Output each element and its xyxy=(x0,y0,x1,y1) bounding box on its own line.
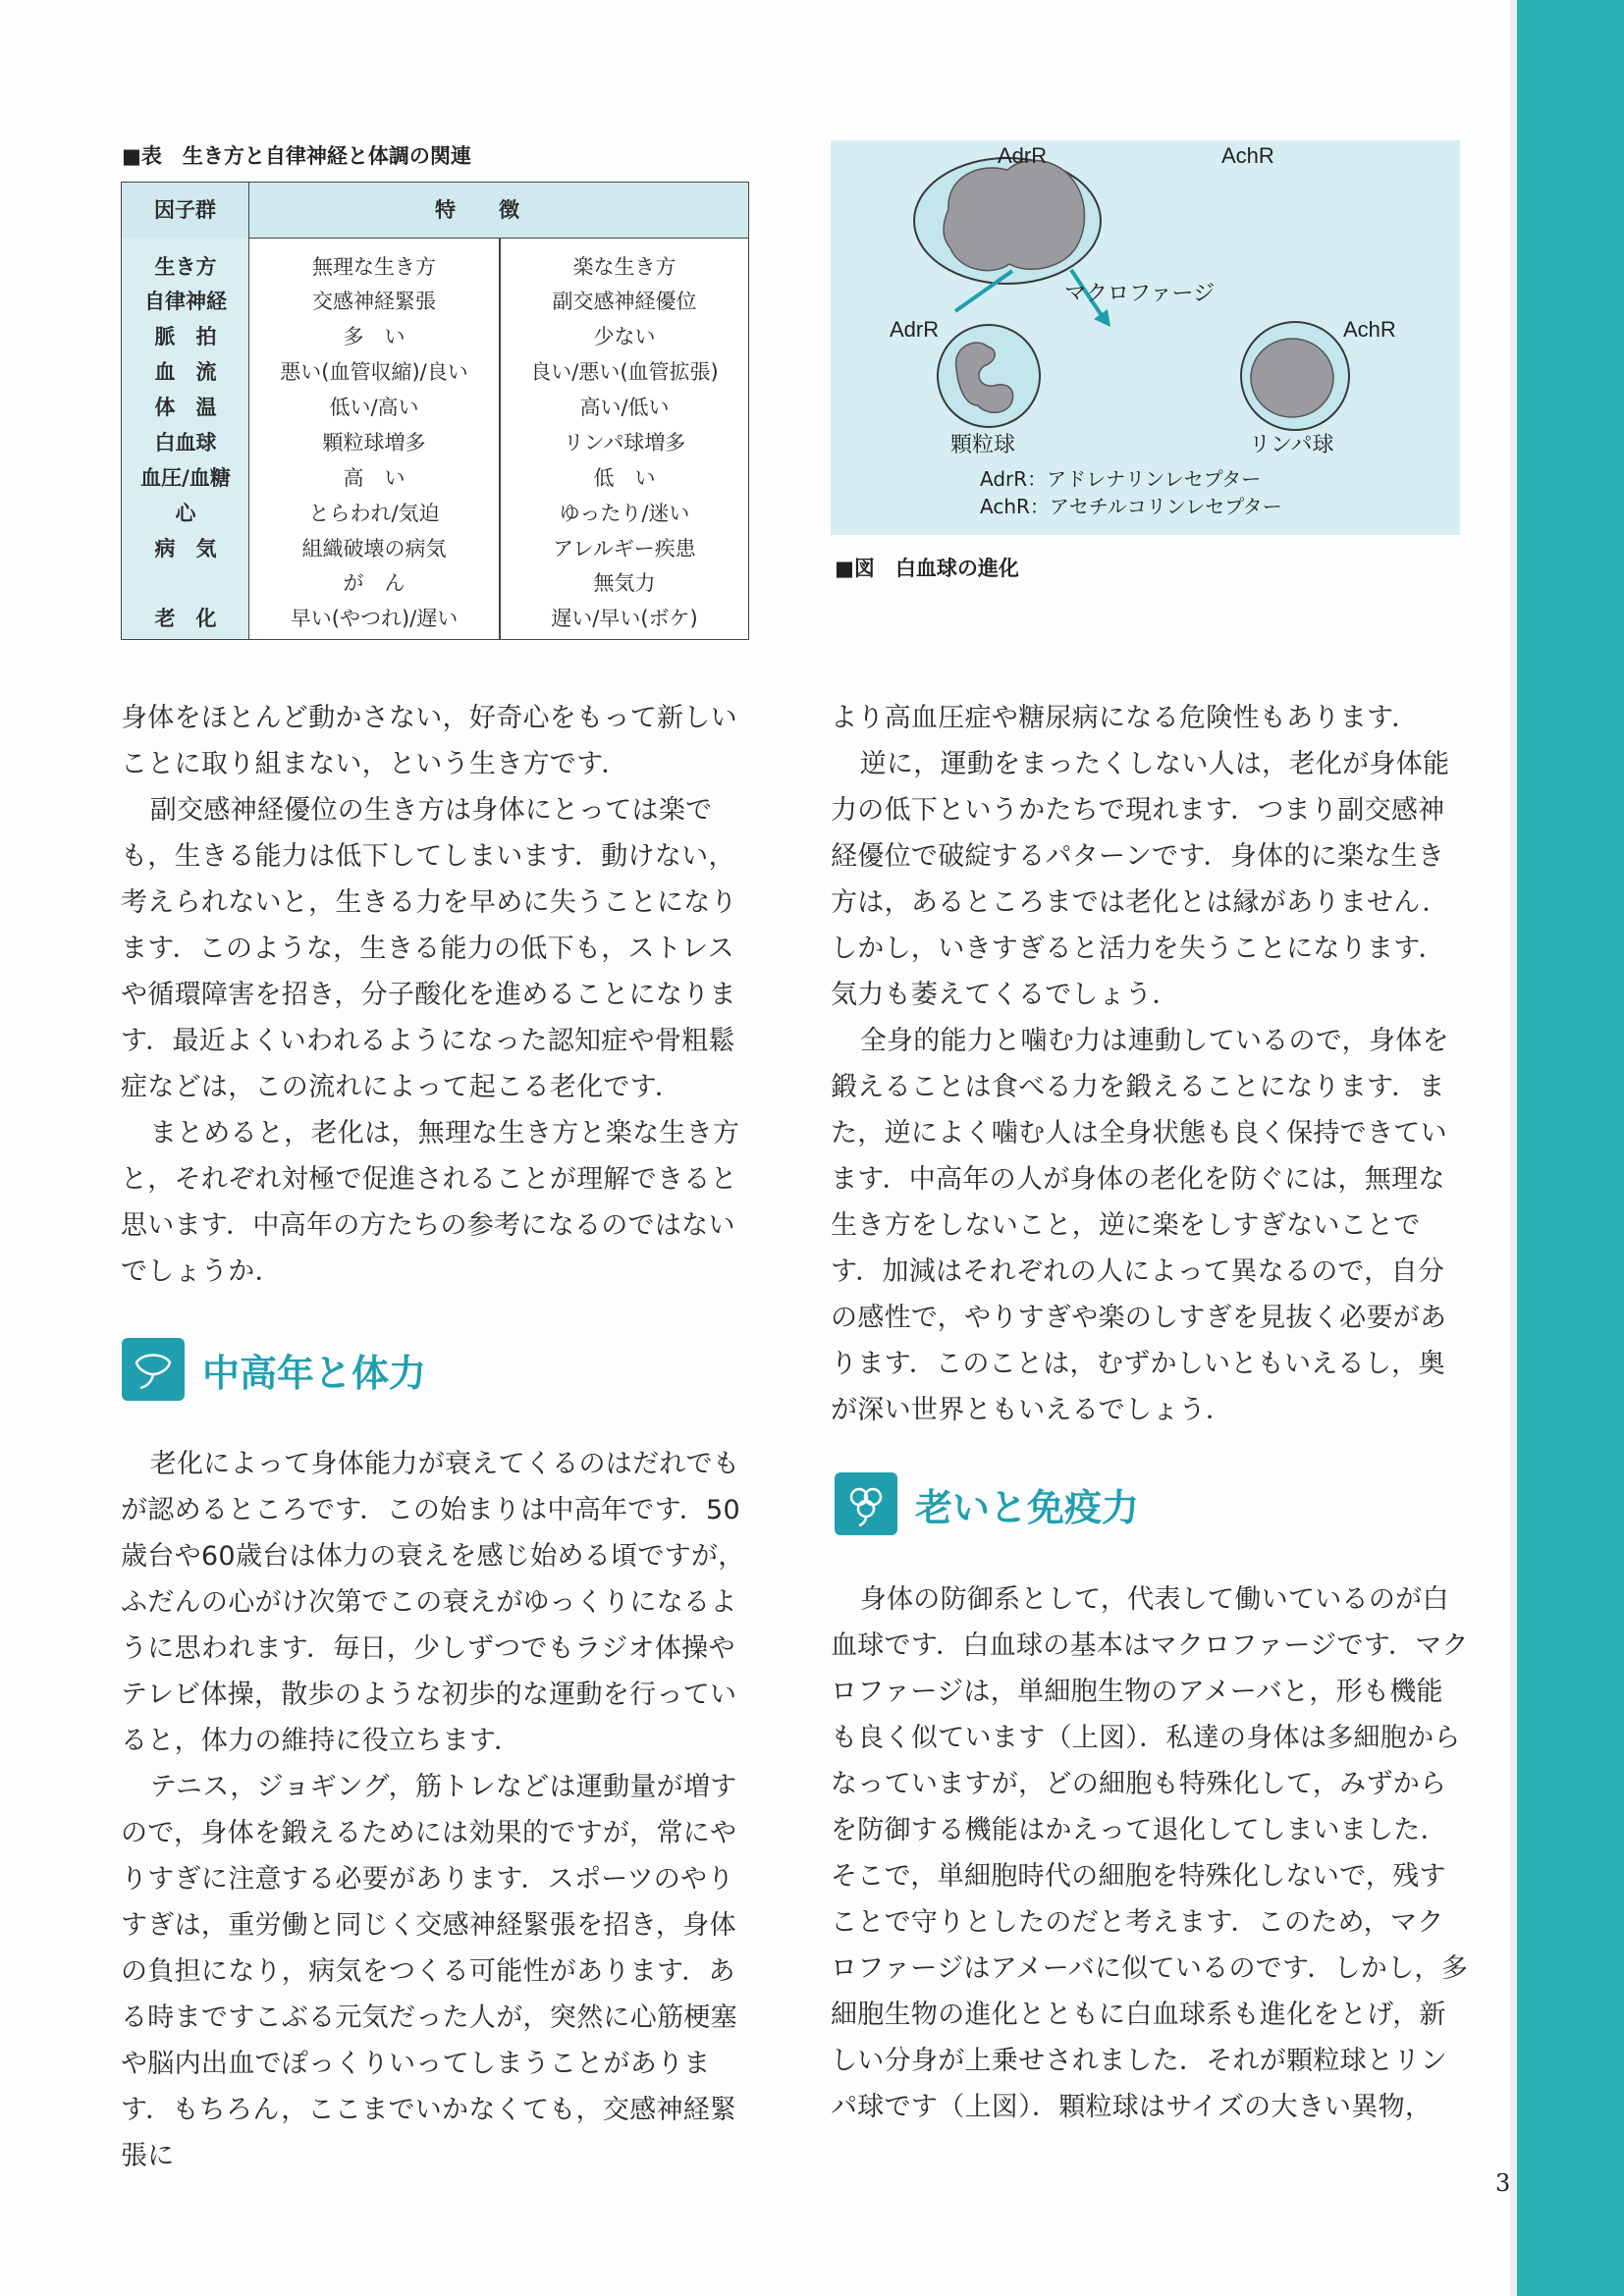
row-strained: 低い/高い xyxy=(329,396,419,419)
side-color-band xyxy=(1517,0,1624,2296)
right-column-top xyxy=(831,695,1469,1433)
clover-leaf-icon xyxy=(835,1472,897,1535)
row-factor: 病 気 xyxy=(154,537,217,561)
row-easy: 副交感神経優位 xyxy=(552,290,697,313)
arrow-head-right xyxy=(1094,309,1110,327)
paragraph: 身体の防御系として，代表して働いているのが白血球です．白血球の基本はマクロファージです．マクロファージは，単細胞生物のアメーバと，形も機能も良く似ています（上図）．私達の身体は多細胞からなっていますが，どの細胞も特殊化して，みずからを防御する機能はかえって退化してしまいました．そこで，単細胞時代の細胞を特殊化しないで，残すことで守りとしたのだと考えます．このため，マクロファージはアメーバに似ているのです．しかし，多細胞生物の進化とともに白血球系も進化をとげ，新しい分身が上乗せされました．それが顆粒球とリンパ球です（上図）．顆粒球はサイズの大きい異物， xyxy=(831,1584,1469,2122)
label-lymphocyte: リンパ球 xyxy=(1249,433,1334,457)
row-easy: 遅い/早い(ボケ) xyxy=(551,607,698,630)
row-easy: 無気力 xyxy=(593,571,656,595)
row-easy: アレルギー疾患 xyxy=(553,537,696,561)
section-heading-middle-age xyxy=(122,1338,426,1401)
table-row xyxy=(122,319,748,354)
label-top-adrr: AdrR xyxy=(998,143,1048,168)
section-heading-aging-immunity xyxy=(835,1472,1139,1535)
table-row xyxy=(122,354,748,390)
table-row xyxy=(122,425,748,460)
table-body xyxy=(122,238,748,639)
table-header xyxy=(122,183,748,239)
paragraph: より高血圧症や糖尿病になる危険性もあります． xyxy=(831,703,1419,733)
row-easy: 高い/低い xyxy=(579,396,670,419)
row-strained: 組織破壊の病気 xyxy=(301,537,447,561)
label-macrophage: マクロファージ xyxy=(1064,282,1216,306)
table-row xyxy=(122,565,748,601)
row-factor: 白血球 xyxy=(154,431,217,454)
table-row xyxy=(122,460,748,496)
label-granulocyte: 顆粒球 xyxy=(950,433,1016,457)
legend-adrr: AdrR：アドレナリンレセプター xyxy=(980,467,1262,491)
row-easy: リンパ球増多 xyxy=(563,431,686,454)
row-easy: 楽な生き方 xyxy=(572,255,677,279)
legend-achr: AchR：アセチルコリンレセプター xyxy=(980,495,1282,518)
lymphocyte-nucleus xyxy=(1251,339,1333,417)
table-row xyxy=(122,284,748,319)
row-strained: が ん xyxy=(343,571,406,595)
paragraph: 逆に，運動をまったくしない人は，老化が身体能力の低下というかたちで現れます．つまり副交感神経優位で破綻するパターンです．身体的に楽な生き方は，あるところまでは老化とは縁がありません．しかし，いきすぎると活力を失うことになります．気力も萎えてくるでしょう． xyxy=(831,749,1450,1010)
macrophage-nucleus xyxy=(944,160,1085,270)
paragraph: 副交感神経優位の生き方は身体にとっては楽でも，生きる能力は低下してしまいます．動けない，考えられないと，生きる力を早めに失うことになります．このような，生きる能力の低下も，ストレスや循環障害を招き，分子酸化を進めることになります．最近よくいわれるようになった認知症や骨粗鬆症などは，この流れによって起こる老化です． xyxy=(121,795,737,1102)
label-mid-adrr: AdrR xyxy=(890,317,940,342)
header-factor: 因子群 xyxy=(122,183,249,238)
table-caption: ■表 生き方と自律神経と体調の関連 xyxy=(122,144,471,168)
leukocyte-diagram xyxy=(831,140,1460,535)
row-factor: 脈 拍 xyxy=(154,325,217,348)
row-factor: 老 化 xyxy=(154,607,217,630)
ginkgo-leaf-icon xyxy=(122,1338,185,1401)
row-factor: 体 温 xyxy=(154,396,217,419)
row-strained: 交感神経緊張 xyxy=(312,290,436,313)
row-easy: ゆったり/迷い xyxy=(559,502,690,525)
paragraph: テニス，ジョギング，筋トレなどは運動量が増すので，身体を鍛えるためには効果的ですが，常にやりすぎに注意する必要があります．スポーツのやりすぎは，重労働と同じく交感神経緊張を招き，身体の負担になり，病気をつくる可能性があります．ある時まですこぶる元気だった人が，突然に心筋梗塞や脳内出血でぽっくりいってしまうことがあります．もちろん，ここまでいかなくても，交感神経緊張に xyxy=(121,1772,737,2171)
row-factor: 生き方 xyxy=(154,255,217,279)
heading-text: 中高年と体力 xyxy=(202,1351,427,1395)
figure-caption: ■図 白血球の進化 xyxy=(835,557,1019,580)
left-column-bottom xyxy=(121,1441,759,2179)
paragraph: 全身的能力と噛む力は連動しているので，身体を鍛えることは食べる力を鍛えることになります．また，逆によく噛む人は全身状態も良く保持できています．中高年の人が身体の老化を防ぐには，無理な生き方をしないこと，逆に楽をしすぎないことです．加減はそれぞれの人によって異なるので，自分の感性で，やりすぎや楽のしすぎを見抜く必要があります．このことは，むずかしいともいえるし，奥が深い世界ともいえるでしょう． xyxy=(831,1026,1449,1425)
paragraph: 老化によって身体能力が衰えてくるのはだれでもが認めるところです．この始まりは中高年です．50歳台や60歳台は体力の衰えを感じ始める頃ですが，ふだんの心がけ次第でこの衰えがゆっくりになるように思われます．毎日，少しずつでもラジオ体操やテレビ体操，散歩のような初歩的な運動を行っていると，体力の維持に役立ちます． xyxy=(121,1449,745,1756)
label-top-achr: AchR xyxy=(1221,143,1274,168)
row-easy: 良い/悪い(血管拡張) xyxy=(530,360,719,384)
row-strained: 多 い xyxy=(343,325,406,348)
right-column-bottom xyxy=(831,1576,1469,2130)
row-easy: 少ない xyxy=(593,325,656,348)
row-factor: 血圧/血糖 xyxy=(140,466,231,490)
row-factor: 自律神経 xyxy=(144,290,227,313)
lifestyle-table xyxy=(121,182,749,640)
table-row xyxy=(122,496,748,531)
leukocyte-figure xyxy=(831,140,1460,535)
label-mid-achr: AchR xyxy=(1343,317,1396,342)
row-factor: 血 流 xyxy=(154,360,217,384)
page-number: 3 xyxy=(1495,2169,1511,2197)
header-feature: 特徴 xyxy=(435,198,563,222)
table-row xyxy=(122,249,748,285)
row-strained: 早い(やつれ)/遅い xyxy=(290,607,459,630)
left-column-top xyxy=(121,695,759,1295)
paragraph: まとめると，老化は，無理な生き方と楽な生き方と，それぞれ対極で促進されることが理解できると思います．中高年の方たちの参考になるのではないでしょうか． xyxy=(121,1118,740,1287)
row-factor: 心 xyxy=(175,502,196,525)
row-strained: 無理な生き方 xyxy=(312,255,436,279)
row-strained: 悪い(血管収縮)/良い xyxy=(280,360,468,384)
paragraph: 身体をほとんど動かさない，好奇心をもって新しいことに取り組まない，という生き方です． xyxy=(121,703,737,779)
row-strained: 顆粒球増多 xyxy=(322,431,426,454)
row-easy: 低 い xyxy=(593,466,656,490)
table-row xyxy=(122,601,748,636)
row-strained: とらわれ/気迫 xyxy=(308,502,440,525)
table-row xyxy=(122,390,748,425)
table-row xyxy=(122,531,748,566)
heading-text: 老いと免疫力 xyxy=(915,1485,1140,1529)
row-strained: 高 い xyxy=(343,466,406,490)
